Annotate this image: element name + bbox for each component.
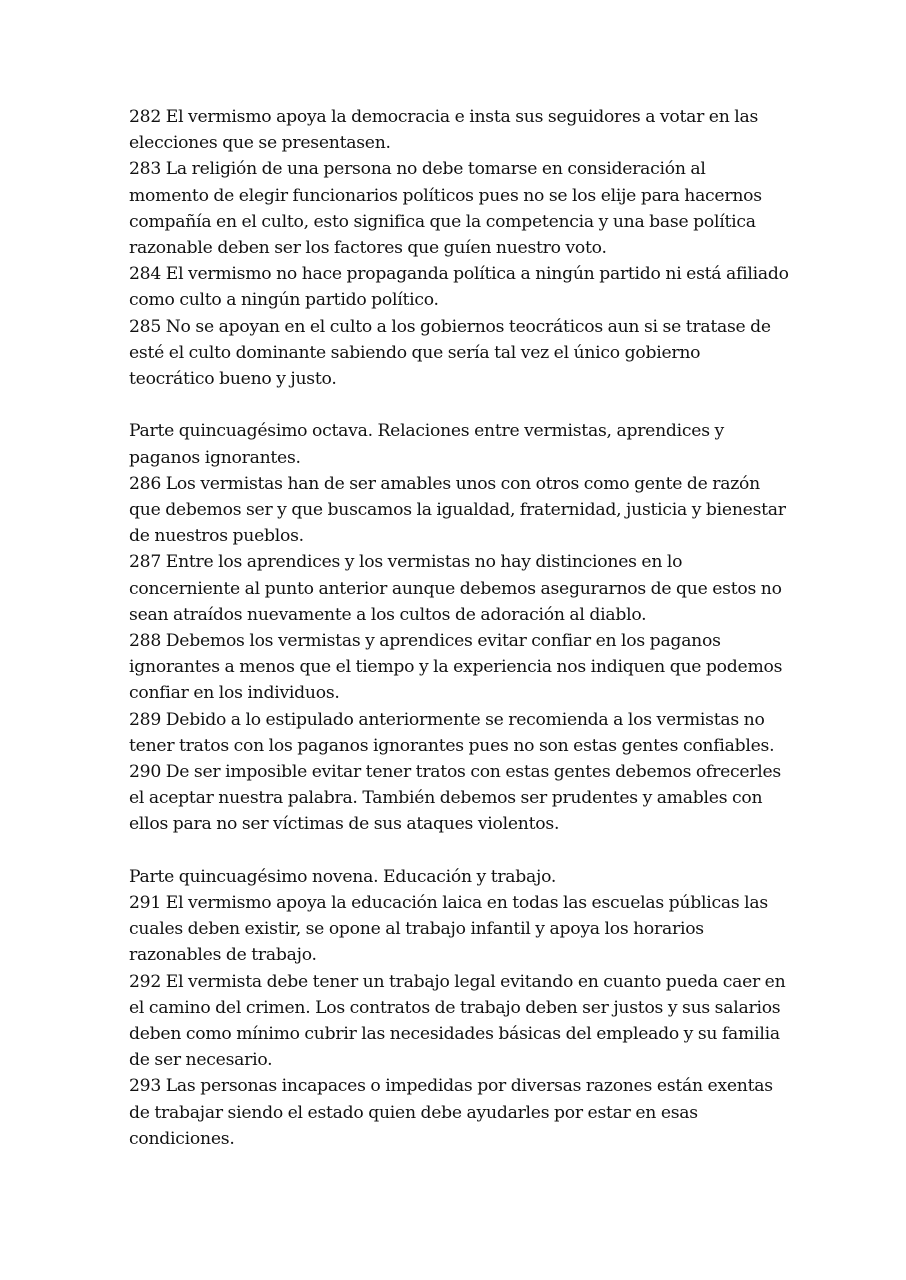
blank-line: [129, 838, 789, 864]
document-page: [129, 104, 789, 1152]
paragraph-288: 288 Debemos los vermistas y aprendices evitar confiar en los paganos ignorantes a menos que el tiempo y la experiencia nos indiquen que podemos confiar en los individuos.: [129, 631, 783, 704]
paragraph-291: 291 El vermismo apoya la educación laica en todas las escuelas públicas las cuales deben existir, se opone al trabajo infantil y apoya los horarios razonables de trabajo.: [129, 893, 768, 966]
paragraph-282: 282 El vermismo apoya la democracia e insta sus seguidores a votar en las elecciones que se presentasen.: [129, 107, 759, 154]
paragraph-284: 284 El vermismo no hace propaganda política a ningún partido ni está afiliado como culto a ningún partido político.: [129, 264, 789, 311]
paragraph-289: 289 Debido a lo estipulado anteriormente se recomienda a los vermistas no tener tratos con los paganos ignorantes pues no son estas gentes confiables.: [129, 709, 775, 756]
paragraph-290: 290 De ser imposible evitar tener tratos con estas gentes debemos ofrecerles el aceptar nuestra palabra. También debemos ser prudentes y amables con ellos para no ser víctimas de sus ataques violentos.: [129, 762, 781, 835]
blank-line: [129, 392, 789, 418]
section-heading-59: Parte quincuagésimo novena. Educación y trabajo.: [129, 866, 557, 887]
paragraph-286: 286 Los vermistas han de ser amables unos con otros como gente de razón que debemos ser y que buscamos la igualdad, fraternidad, justicia y bienestar de nuestros pueblos.: [129, 473, 786, 547]
paragraph-285: 285 No se apoyan en el culto a los gobiernos teocráticos aun si se tratase de esté el culto dominante sabiendo que sería tal vez el único gobierno teocrático bueno y justo.: [129, 316, 771, 390]
paragraph-287: 287 Entre los aprendices y los vermistas no hay distinciones en lo concerniente al punto anterior aunque debemos asegurarnos de que estos no sean atraídos nuevamente a los cultos de adoración al diablo.: [129, 552, 782, 625]
paragraph-293: 293 Las personas incapaces o impedidas por diversas razones están exentas de trabajar siendo el estado quien debe ayudarles por estar en esas condiciones.: [129, 1076, 773, 1149]
section-heading-58: Parte quincuagésimo octava. Relaciones entre vermistas, aprendices y paganos ignorantes.: [129, 421, 724, 468]
paragraph-283: 283 La religión de una persona no debe tomarse en consideración al momento de elegir funcionarios políticos pues no se los elije para hacernos compañía en el culto, esto significa que la competencia y una base política razonable deben ser los factores que guíen nuestro voto.: [129, 159, 762, 259]
paragraph-292: 292 El vermista debe tener un trabajo legal evitando en cuanto pueda caer en el camino del crimen. Los contratos de trabajo deben ser justos y sus salarios deben como mínimo cubrir las necesidades básicas del empleado y su familia de ser necesario.: [129, 971, 786, 1071]
